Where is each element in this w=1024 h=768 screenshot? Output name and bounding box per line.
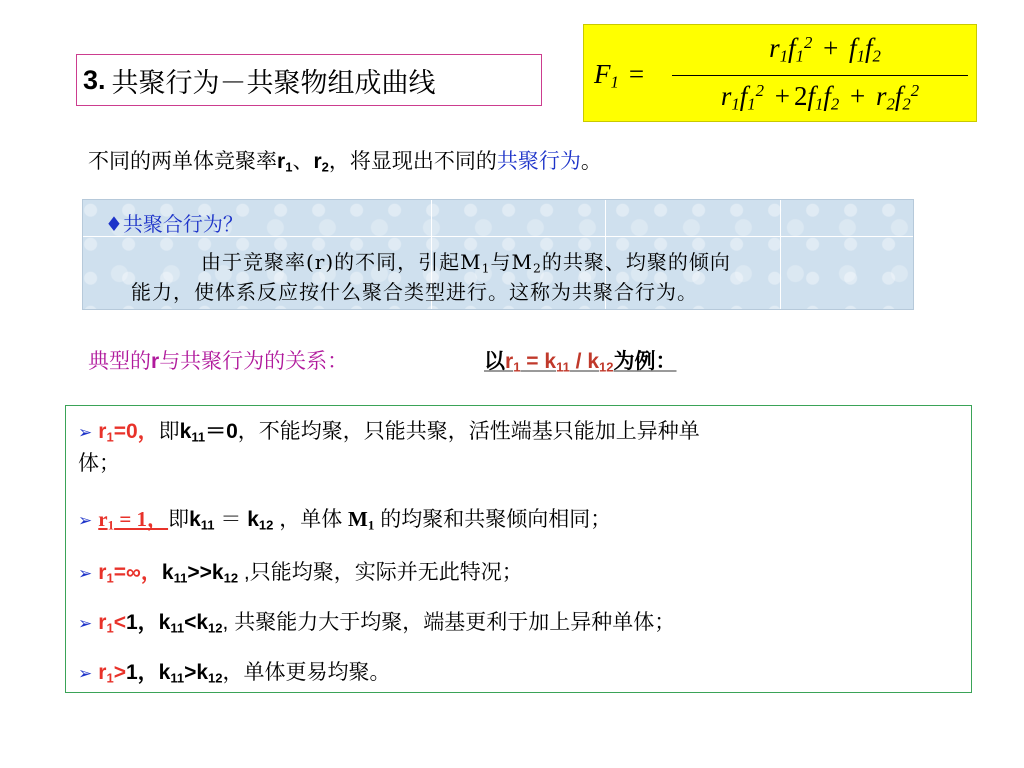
case-item-r1-greater-than-one: ➢ $r_1>1$，$k_{11}>k_{12}$，单体更易均聚。 — [78, 661, 391, 686]
section-title-text: 共聚行为－共聚物组成曲线 — [111, 67, 436, 98]
formula-numerator: $r_1f_1^2 + f_1f_2$ — [769, 32, 881, 66]
intro-text: 不同的两单体竞聚率$r_1$、$r_2$，将显现出不同的共聚行为。 — [88, 150, 602, 175]
cases-box — [65, 405, 972, 693]
formula-denominator: $r_1f_1^2 + 2f_1f_2 + r_2f_2^2$ — [720, 80, 920, 114]
arrow-bullet-icon: ➢ — [78, 664, 93, 683]
definition-heading: ♦共聚合行为？ — [105, 212, 243, 236]
composition-formula — [583, 24, 977, 122]
fraction-bar — [672, 75, 968, 76]
definition-line-1: 由于竞聚率(r)的不同，引起$M_1$与$M_2$的共聚、均聚的倾向 — [201, 250, 731, 276]
arrow-bullet-icon: ➢ — [78, 423, 93, 442]
arrow-bullet-icon: ➢ — [78, 614, 93, 633]
arrow-bullet-icon: ➢ — [78, 511, 93, 530]
example-expression: 以$r_1 = k_{11} / k_{12}$为例： — [484, 350, 677, 375]
formula-lhs: $F_1$ = — [594, 59, 645, 92]
case-item-r1-less-than-one: ➢ $r_1<1$，$k_{11}<k_{12}$, 共聚能力大于均聚，端基更利于加上异种单体； — [78, 611, 676, 636]
section-title — [76, 54, 542, 106]
case-item-r1-zero: ➢ $r_1=0$，即$k_{11}=0$，不能均聚，只能共聚，活性端基只能加上异种单 体； — [78, 420, 700, 475]
case-item-r1-one: ➢ $r_1 = 1$，即$k_{11} = k_{12}$ ，单体 $M_1$ 的均聚和共聚倾向相同； — [78, 507, 612, 533]
definition-line-2: 能力，使体系反应按什么聚合类型进行。这称为共聚合行为。 — [131, 280, 698, 304]
relation-heading: 典型的r与共聚行为的关系： — [88, 350, 349, 373]
highlight-copolymerization-behavior: 共聚行为 — [496, 150, 581, 173]
case-item-r1-infinity: ➢ $r_1=\infty$，$k_{11}>>k_{12}$ ,只能均聚，实际并无此特况； — [78, 561, 523, 586]
definition-box — [82, 199, 914, 310]
arrow-bullet-icon: ➢ — [78, 564, 93, 583]
section-number: 3. — [83, 64, 106, 95]
